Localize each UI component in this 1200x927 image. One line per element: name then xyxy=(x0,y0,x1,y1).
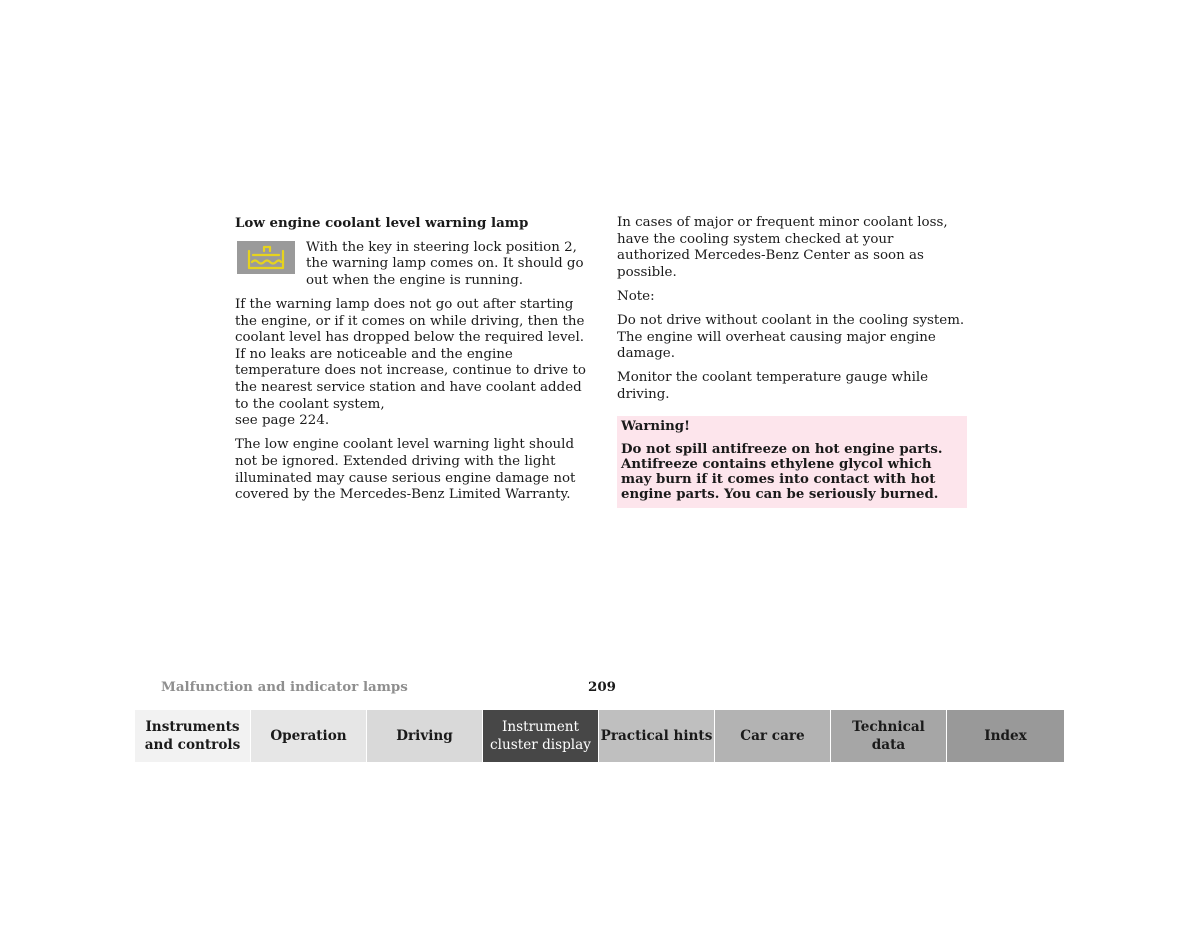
chapter-tabs xyxy=(135,710,1064,762)
left-column xyxy=(235,215,587,511)
section-heading: Low engine coolant level warning lamp xyxy=(235,215,529,231)
tab-driving[interactable]: Driving xyxy=(367,710,483,762)
footer-section-title: Malfunction and indicator lamps xyxy=(161,679,408,695)
paragraph-coolant-dropped xyxy=(235,297,587,430)
page-number: 209 xyxy=(588,679,616,695)
coolant-level-warning-icon xyxy=(237,241,295,274)
note-label: Note: xyxy=(617,288,655,304)
tab-instruments-and-controls[interactable]: Instruments and controls xyxy=(135,710,251,762)
tab-practical-hints[interactable]: Practical hints xyxy=(599,710,715,762)
tab-index[interactable]: Index xyxy=(947,710,1064,762)
note-text: Do not drive without coolant in the cooling system. The engine will overheat causing major engine damage. xyxy=(617,312,965,362)
tab-instrument-cluster-display[interactable]: Instrument cluster display xyxy=(483,710,599,762)
paragraph-coolant-loss: In cases of major or frequent minor coolant loss, have the cooling system checked at your authorized Mercedes-Benz Center as soon as possible. xyxy=(617,215,948,280)
tab-car-care[interactable]: Car care xyxy=(715,710,831,762)
paragraph-coolant-dropped-text: If the warning lamp does not go out after starting the engine, or if it comes on while driving, then the coolant level has dropped below the required level. If no leaks are noticeable and the engine temperature does not increase, continue to drive to the nearest service station and have coolant added to the coolant system, xyxy=(235,297,586,412)
monitor-text: Monitor the coolant temperature gauge while driving. xyxy=(617,370,929,402)
warning-box xyxy=(617,416,967,508)
right-column xyxy=(617,215,967,508)
tab-technical-data[interactable]: Technical data xyxy=(831,710,947,762)
warning-title: Warning! xyxy=(621,419,690,435)
tab-operation[interactable]: Operation xyxy=(251,710,367,762)
page-reference-link[interactable]: see page 224. xyxy=(235,413,330,429)
lamp-description: With the key in steering lock position 2, the warning lamp comes on. It should go out when the engine is running. xyxy=(306,239,584,288)
warning-text: Do not spill antifreeze on hot engine parts. Antifreeze contains ethylene glycol which may burn if it comes into contact with hot engine parts. You can be seriously burned. xyxy=(621,441,943,503)
warning-lamp-block xyxy=(235,240,587,290)
paragraph-warranty: The low engine coolant level warning light should not be ignored. Extended driving with the light illuminated may cause serious engine damage not covered by the Mercedes-Benz Limited Warranty. xyxy=(235,437,576,503)
